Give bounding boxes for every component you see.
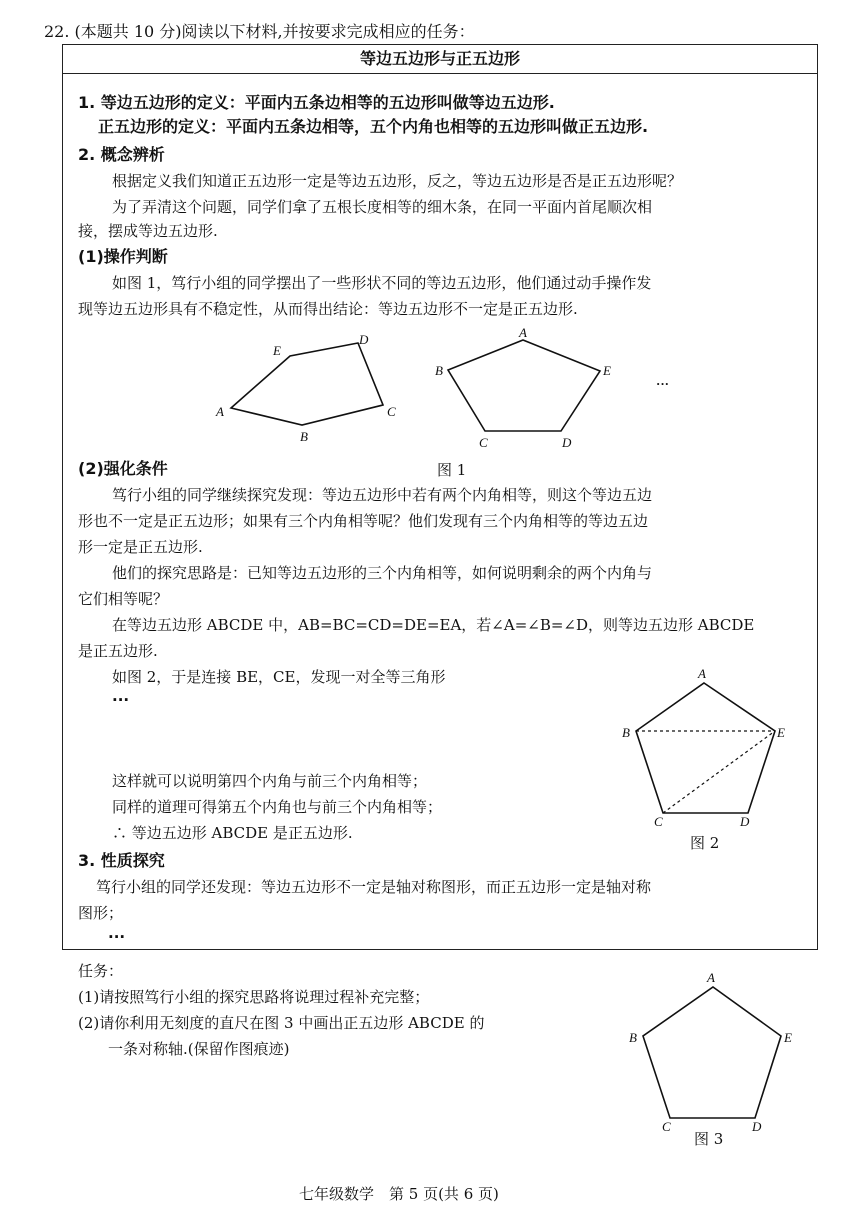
property-paragraph-b: 图形； [78,904,124,922]
fig3-label-a: A [707,970,715,985]
fig1-left-label-b: B [300,429,308,444]
property-paragraph-a: 笃行小组的同学还发现：等边五边形不一定是轴对称图形，而正五边形一定是轴对称 [96,878,652,896]
question-header: 22. (本题共 10 分)阅读以下材料,并按要求完成相应的任务： [44,22,475,41]
task-1: (1)请按照笃行小组的探究思路将说理过程补充完整； [78,988,430,1006]
page-footer: 七年级数学 第 5 页(共 6 页) [299,1185,499,1203]
fig3-label-d: D [752,1119,762,1134]
fig1-right-label-d: D [562,435,572,450]
fig3-label-b: B [629,1030,637,1045]
fig2-label-d: D [740,814,750,829]
strengthen-heading: (2)强化条件 [78,459,168,478]
concept-paragraph-1: 根据定义我们知道正五边形一定是等边五边形，反之，等边五边形是否是正五边形呢？ [112,172,683,190]
fig2-caption: 图 2 [690,834,720,852]
fig2-label-a: A [698,666,706,681]
fig3-label-e: E [784,1030,792,1045]
operation-paragraph-a: 如图 1，笃行小组的同学摆出了一些形状不同的等边五边形，他们通过动手操作发 [112,274,652,292]
definition-regular: 正五边形的定义：平面内五条边相等，五个内角也相等的五边形叫做正五边形. [98,117,649,136]
fig1-right-label-b: B [435,363,443,378]
strengthen-paragraph-1a: 笃行小组的同学继续探究发现：等边五边形中若有两个内角相等，则这个等边五边 [112,486,653,504]
tasks-heading: 任务： [78,962,124,980]
fig1-caption: 图 1 [437,461,467,479]
section-property-heading: 3. 性质探究 [78,851,165,870]
fig3-label-c: C [662,1119,671,1134]
fig1-left-label-d: D [359,332,369,347]
fig3-caption: 图 3 [694,1130,724,1148]
property-ellipsis: ··· [108,928,126,946]
operation-heading: (1)操作判断 [78,247,168,266]
task-2a: (2)请你利用无刻度的直尺在图 3 中画出正五边形 ABCDE 的 [78,1014,485,1032]
definition-equilateral: 1. 等边五边形的定义：平面内五条边相等的五边形叫做等边五边形. [78,93,555,112]
fig2-label-c: C [654,814,663,829]
fig1-ellipsis: ··· [656,376,670,391]
conclusion-line-3: ∴ 等边五边形 ABCDE 是正五边形. [112,824,353,842]
strengthen-paragraph-1b: 形也不一定是正五边形；如果有三个内角相等呢？他们发现有三个内角相等的等边五边 [78,512,649,530]
fig2-label-b: B [622,725,630,740]
fig1-left-label-a: A [216,404,224,419]
concept-paragraph-2a: 为了弄清这个问题，同学们拿了五根长度相等的细木条，在同一平面内首尾顺次相 [112,198,653,216]
strengthen-paragraph-3b: 是正五边形. [78,642,158,660]
fig2-label-e: E [777,725,785,740]
strengthen-ellipsis: ··· [112,691,130,709]
strengthen-paragraph-2b: 它们相等呢？ [78,590,169,608]
section-concept-heading: 2. 概念辨析 [78,145,165,164]
operation-paragraph-b: 现等边五边形具有不稳定性，从而得出结论：等边五边形不一定是正五边形. [78,300,578,318]
fig1-right-label-e: E [603,363,611,378]
strengthen-paragraph-1c: 形一定是正五边形. [78,538,203,556]
box-title: 等边五边形与正五边形 [62,46,818,74]
fig1-right-label-a: A [519,325,527,340]
strengthen-paragraph-4: 如图 2，于是连接 BE，CE，发现一对全等三角形 [112,668,446,686]
task-2b: 一条对称轴.(保留作图痕迹) [108,1040,290,1058]
conclusion-line-2: 同样的道理可得第五个内角也与前三个内角相等； [112,798,443,816]
strengthen-paragraph-2a: 他们的探究思路是：已知等边五边形的三个内角相等，如何说明剩余的两个内角与 [112,564,653,582]
concept-paragraph-2b: 接，摆成等边五边形. [78,222,218,240]
fig3-pentagon [643,987,781,1118]
fig1-left-label-e: E [273,343,281,358]
strengthen-paragraph-3a: 在等边五边形 ABCDE 中，AB=BC=CD=DE=EA，若∠A=∠B=∠D，则等边五边形 ABCDE [112,616,755,634]
fig1-right-label-c: C [479,435,488,450]
conclusion-line-1: 这样就可以说明第四个内角与前三个内角相等； [112,772,428,790]
fig1-left-label-c: C [387,404,396,419]
